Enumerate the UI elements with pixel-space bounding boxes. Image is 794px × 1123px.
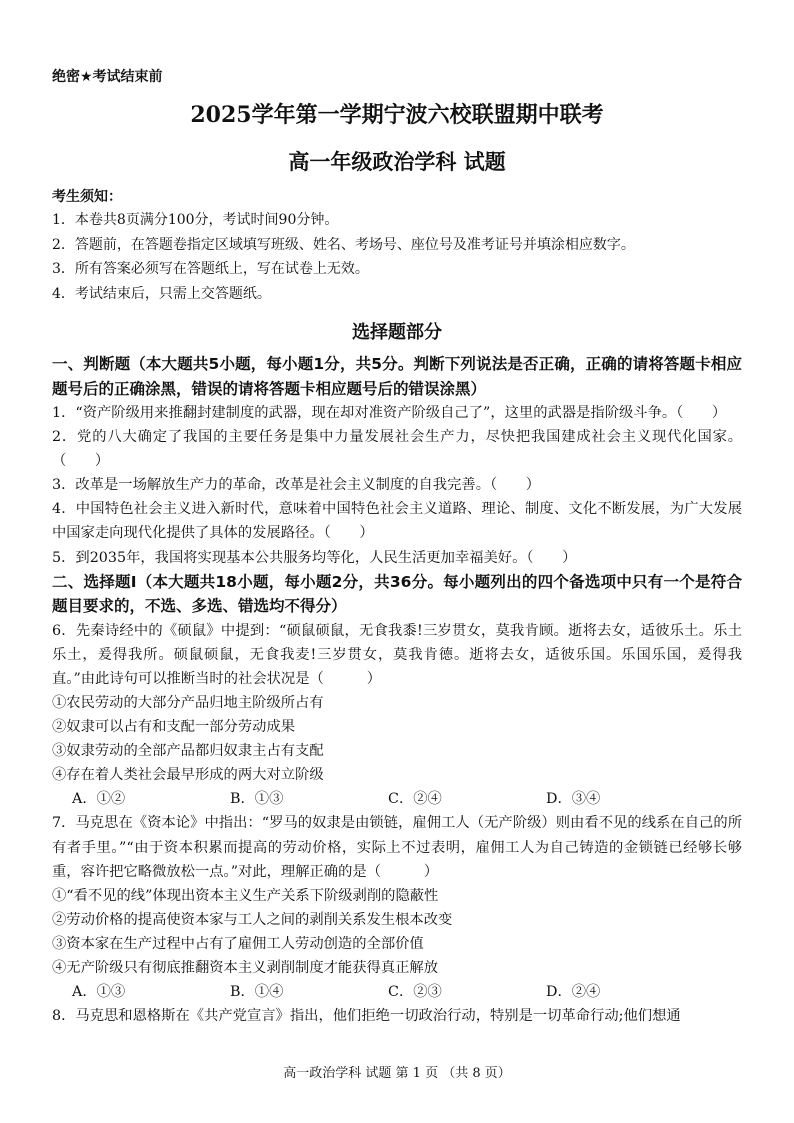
question-6-options <box>52 787 742 811</box>
notice-heading: 考生须知： <box>52 189 122 205</box>
confidential-label: 绝密★考试结束前 <box>52 69 163 85</box>
question-body <box>52 352 742 1028</box>
option-b: B．①④ <box>230 984 284 1001</box>
section-title: 选择题部分 <box>352 322 442 343</box>
question-7-statement: ③资本家在生产过程中占有了雇佣工人劳动创造的全部价值 <box>52 935 424 952</box>
question-5: 5．到2035年，我国将实现基本公共服务均等化，人民生活更加幸福美好。（ ） <box>52 549 577 566</box>
question-7-statement: ①“看不见的线”体现出资本主义生产关系下阶级剥削的隐蔽性 <box>52 887 439 904</box>
question-6-statement: ④存在着人类社会最早形成的两大对立阶级 <box>52 767 324 784</box>
question-7-options <box>52 980 742 1004</box>
question-7-stem: 7．马克思在《资本论》中指出：“罗马的奴隶是由锁链，雇佣工人（无产阶级）则由看不见的线系在自己的所有者手里。”“由于资本积累而提高的劳动价格，实际上不过表明，雇佣工人为自己铸造的金锁链已经够长够重，容许把它略微放松一点。”对此，理解正确的是（ ） <box>52 815 742 880</box>
question-6-statement: ③奴隶劳动的全部产品都归奴隶主占有支配 <box>52 743 324 760</box>
exam-subtitle: 高一年级政治学科 试题 <box>288 149 506 174</box>
question-1: 1．“资产阶级用来推翻封建制度的武器，现在却对准资产阶级自己了”，这里的武器是指阶级斗争。（ ） <box>52 405 727 421</box>
question-7-statement: ②劳动价格的提高使资本家与工人之间的剥削关系发生根本改变 <box>52 911 453 928</box>
question-6-stem: 6．先秦诗经中的《硕鼠》中提到：“硕鼠硕鼠，无食我黍!三岁贯女，莫我肯顾。逝将去女，适彼乐土。乐土乐土，爰得我所。硕鼠硕鼠，无食我麦!三岁贯女，莫我肯德。逝将去女，适彼乐国。乐国乐国，爰得我直。”由此诗句可以推断当时的社会状况是（ ） <box>52 622 742 687</box>
page-footer: 高一政治学科 试题 第 1 页 （共 8 页） <box>283 1066 511 1081</box>
question-6-statement: ②奴隶可以占有和支配一部分劳动成果 <box>52 719 296 736</box>
part1-heading: 一、判断题（本大题共5小题，每小题1分，共5分。判断下列说法是否正确，正确的请将答题卡相应题号后的正确涂黑，错误的请将答题卡相应题号后的错误涂黑） <box>52 355 742 398</box>
notice-item: 3．所有答案必须写在答题纸上，写在试卷上无效。 <box>52 261 369 277</box>
notice-item: 2．答题前，在答题卷指定区域填写班级、姓名、考场号、座位号及准考证号并填涂相应数字。 <box>52 236 635 253</box>
option-d: D．②④ <box>546 984 601 1001</box>
option-d: D．③④ <box>546 791 601 808</box>
question-8-stem: 8．马克思和恩格斯在《共产党宣言》指出，他们拒绝一切政治行动，特别是一切革命行动;他们想通 <box>52 1008 681 1025</box>
notice-item: 4．考试结束后，只需上交答题纸。 <box>52 285 271 302</box>
option-c: C．②④ <box>388 791 442 808</box>
exam-title: 2025学年第一学期宁波六校联盟期中联考 <box>190 102 604 128</box>
question-7-statement: ④无产阶级只有彻底推翻资本主义剥削制度才能获得真正解放 <box>52 959 439 976</box>
part2-heading: 二、选择题Ⅰ（本大题共18小题，每小题2分，共36分。每小题列出的四个备选项中只有一个是符合题目要求的，不选、多选、错选均不得分） <box>52 572 742 616</box>
question-3: 3．改革是一场解放生产力的革命，改革是社会主义制度的自我完善。（ ） <box>52 477 541 494</box>
option-a: A．①③ <box>72 984 126 1001</box>
notice-list <box>52 208 752 306</box>
question-6-statement: ①农民劳动的大部分产品归地主阶级所占有 <box>52 694 324 711</box>
option-a: A．①② <box>72 791 126 808</box>
option-b: B．①③ <box>230 791 284 808</box>
notice-item: 1．本卷共8页满分100分，考试时间90分钟。 <box>52 212 339 228</box>
question-2: 2．党的八大确定了我国的主要任务是集中力量发展社会生产力，尽快把我国建成社会主义现代化国家。（ ） <box>52 429 742 470</box>
question-4: 4．中国特色社会主义进入新时代，意味着中国特色社会主义道路、理论、制度、文化不断发展，为广大发展中国家走向现代化提供了具体的发展路径。（ ） <box>52 501 742 542</box>
option-c: C．②③ <box>388 984 442 1001</box>
